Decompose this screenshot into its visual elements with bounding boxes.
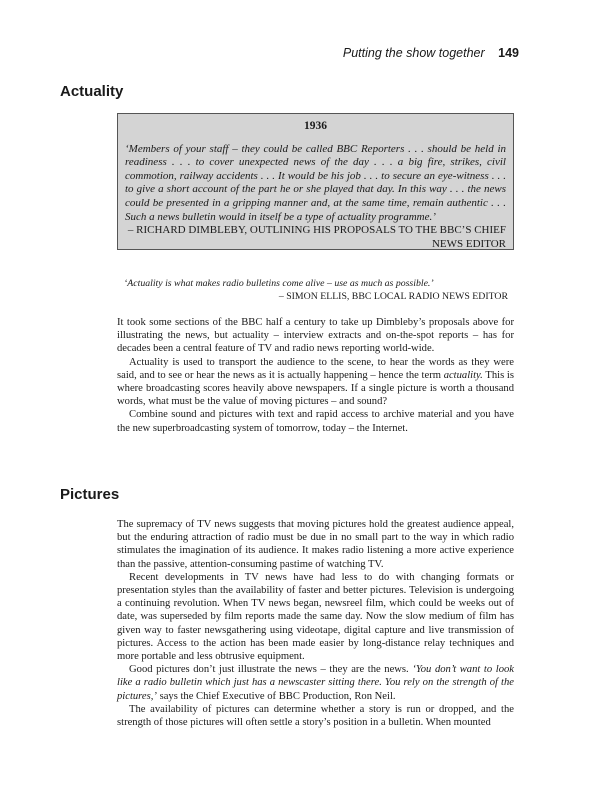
- section-heading-pictures: Pictures: [60, 486, 120, 503]
- pictures-body: [117, 518, 514, 729]
- epigraph: [124, 277, 508, 303]
- running-head: [343, 46, 519, 60]
- paragraph: Combine sound and pictures with text and rapid access to archive material and you have the new superbroadcasting system of tomorrow, today – the Internet.: [117, 409, 514, 434]
- paragraph: Recent developments in TV news have had less to do with changing formats or presentation styles than the availability of faster and better pictures. Television is undergoing a continuing revolution. When TV news began, newsreel film, which could be weeks out of date, was superseded by film reports made the same day. Now the slow medium of film has given way to faster newsgathering using videotape, digital capture and live transmission of pictures. Access to the action has been made easier by long-distance relay techniques and more portable and less obtrusive equipment.: [117, 571, 514, 663]
- paragraph: Actuality is used to transport the audience to the scene, to hear the words as they were said, and to see or hear the news as it is actually happening – hence the term actuality. This is where broadcasting scores heavily above newspapers. If a single picture is worth a thousand words, what must be the value of moving pictures – and sound?: [117, 356, 514, 408]
- paragraph: The availability of pictures can determine whether a story is run or dropped, and the strength of those pictures will often settle a story’s position in a bulletin. When mounted: [117, 703, 514, 729]
- section-heading-actuality: Actuality: [60, 83, 124, 100]
- epigraph-attribution: – SIMON ELLIS, BBC LOCAL RADIO NEWS EDITOR: [278, 291, 508, 302]
- paragraph: Good pictures don’t just illustrate the news – they are the news. ‘You don’t want to look like a radio bulletin which just has a newscaster sitting there. You rely on the strength of the pictures,’ says the Chief Executive of BBC Production, Ron Neil.: [117, 664, 515, 702]
- quote-year: 1936: [304, 120, 327, 132]
- quote-box: [117, 113, 514, 250]
- quote-text: ‘Members of your staff – they could be called BBC Reporters . . . should be held in readiness . . . to cover unexpected news of the day . . . a big fire, strikes, civil commotion, railway accidents . . . It would be his job . . . to secure an eye-witness . . . to give a short account of the part he or she played that day. In this way . . . the news could be presented in a gripping manner and, at the same time, remain authentic . . . Such a news bulletin would in itself be a type of actuality programme.’: [125, 142, 506, 223]
- quote-ron-neil: ‘You don’t want to look like a radio bulletin which just has a newscaster sitting there. You rely on the strength of the pictures,’: [117, 664, 515, 702]
- emphasis-actuality: actuality.: [443, 369, 483, 381]
- running-head-title: Putting the show together: [342, 46, 485, 60]
- quote-attribution: – RICHARD DIMBLEBY, OUTLINING HIS PROPOSALS TO THE BBC’S CHIEF NEWS EDITOR: [127, 224, 506, 250]
- page-number: 149: [498, 46, 519, 60]
- epigraph-text: ‘Actuality is what makes radio bulletins come alive – use as much as possible.’: [124, 278, 434, 289]
- actuality-body: [117, 316, 514, 435]
- paragraph: The supremacy of TV news suggests that moving pictures hold the greatest audience appeal, but the enduring attraction of radio must be due in no small part to the way in which radio stimulates the imagination of its audience. It makes radio listening a more active experience than the passive, attention-consuming pastime of watching TV.: [117, 519, 514, 570]
- paragraph: It took some sections of the BBC half a century to take up Dimbleby’s proposals above for illustrating the news, but actuality – interview extracts and on-the-spot reports – has for decades been a central feature of TV and radio news reporting world-wide.: [117, 317, 514, 355]
